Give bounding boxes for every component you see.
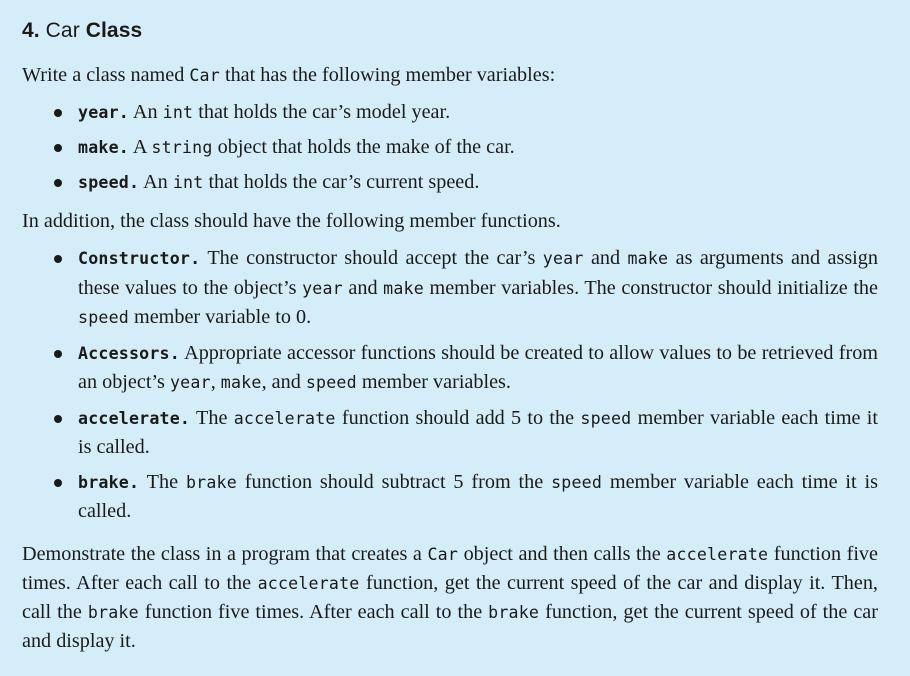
description-text: , <box>210 371 221 393</box>
intro-text: Write a class named <box>22 64 190 86</box>
inline-code: accelerate <box>233 408 336 428</box>
separator: . <box>118 103 129 122</box>
description-text: The <box>139 470 186 493</box>
intro-text: that has the following member variables: <box>219 64 556 86</box>
closing-text: function, get the current speed of the car and display it. Then, call the <box>22 571 878 623</box>
inline-code: speed <box>551 472 603 492</box>
separator: . <box>179 408 191 428</box>
description-text: and <box>583 247 628 269</box>
bullet-icon <box>54 109 62 117</box>
exercise-number: 4. <box>22 19 40 42</box>
inline-code: speed <box>305 373 357 392</box>
separator: . <box>169 343 180 363</box>
inline-code: year <box>302 278 343 298</box>
inline-code: Car <box>427 544 459 564</box>
list-item <box>22 167 878 198</box>
list-item <box>22 97 878 128</box>
separator: . <box>128 472 140 492</box>
inline-code: make <box>220 373 262 392</box>
list-item <box>22 404 878 462</box>
closing-text: function five times. After each call to the <box>22 542 878 594</box>
description-text: member variable each time it is called. <box>78 406 878 458</box>
description-text: An <box>139 171 173 193</box>
function-name: brake <box>78 472 129 492</box>
bullet-icon <box>54 350 62 358</box>
variable-name: make <box>78 138 119 157</box>
inline-code: speed <box>78 308 129 327</box>
separator: . <box>128 173 140 192</box>
description-text: as arguments and assign these values to the object’s <box>78 247 878 299</box>
member-functions-list <box>22 244 878 526</box>
description-text: A <box>128 136 152 158</box>
description-text: that holds the car’s model year. <box>193 101 451 123</box>
separator: . <box>190 249 201 268</box>
inline-code: year <box>169 373 211 392</box>
variable-name: speed <box>78 173 129 192</box>
bullet-icon <box>54 255 62 263</box>
description-text: object that holds the make of the car. <box>212 136 515 158</box>
bullet-icon <box>54 479 62 487</box>
description-text: that holds the car’s current speed. <box>203 171 480 193</box>
inline-code: make <box>383 278 424 298</box>
list-item <box>22 132 878 163</box>
exercise-heading <box>22 14 878 48</box>
list-item <box>22 244 878 333</box>
intro-paragraph <box>22 60 878 91</box>
description-text: member variables. <box>356 371 511 393</box>
inline-code: brake <box>488 602 540 622</box>
inline-code: int <box>162 103 194 122</box>
inline-code: speed <box>580 408 632 428</box>
inline-code: accelerate <box>666 544 769 564</box>
bullet-icon <box>54 415 62 423</box>
heading-class-word: Class <box>85 19 143 42</box>
separator: . <box>118 138 129 157</box>
description-text: member variable to 0. <box>128 306 312 328</box>
inline-code: Car <box>189 66 220 85</box>
description-text: member variable each time it is called. <box>78 470 878 522</box>
function-name: Accessors <box>78 343 170 363</box>
closing-text: function, get the current speed of the car and display it. <box>22 600 878 652</box>
closing-text: function five times. After each call to the <box>138 600 489 623</box>
inline-code: accelerate <box>257 573 360 593</box>
functions-intro-paragraph: In addition, the class should have the following member functions. <box>22 210 561 232</box>
list-item <box>22 339 878 398</box>
bullet-icon <box>54 144 62 152</box>
description-text: Appropriate accessor functions should be created to allow values to be retrieved from an object’s <box>78 341 878 393</box>
description-text: , and <box>261 371 306 393</box>
inline-code: string <box>151 138 213 157</box>
inline-code: brake <box>185 472 237 492</box>
inline-code: year <box>542 249 584 268</box>
inline-code: make <box>627 249 669 268</box>
description-text: function should subtract 5 from the <box>236 470 552 493</box>
bullet-icon <box>54 179 62 187</box>
function-name: accelerate <box>78 408 180 428</box>
description-text: An <box>128 101 163 123</box>
list-item <box>22 468 878 526</box>
description-text: function should add 5 to the <box>335 406 581 429</box>
closing-paragraph <box>22 540 878 656</box>
variable-name: year <box>78 103 119 122</box>
heading-car-word: Car <box>45 19 80 42</box>
closing-text: object and then calls the <box>458 542 667 565</box>
description-text: The constructor should accept the car’s <box>200 247 543 269</box>
description-text: and <box>342 276 384 299</box>
closing-text: Demonstrate the class in a program that creates a <box>22 542 428 565</box>
description-text: The <box>190 406 234 429</box>
inline-code: brake <box>87 602 139 622</box>
function-name: Constructor <box>78 249 191 268</box>
description-text: member variables. The constructor should initialize the <box>423 276 878 299</box>
member-variables-list <box>22 97 878 198</box>
inline-code: int <box>172 173 204 192</box>
